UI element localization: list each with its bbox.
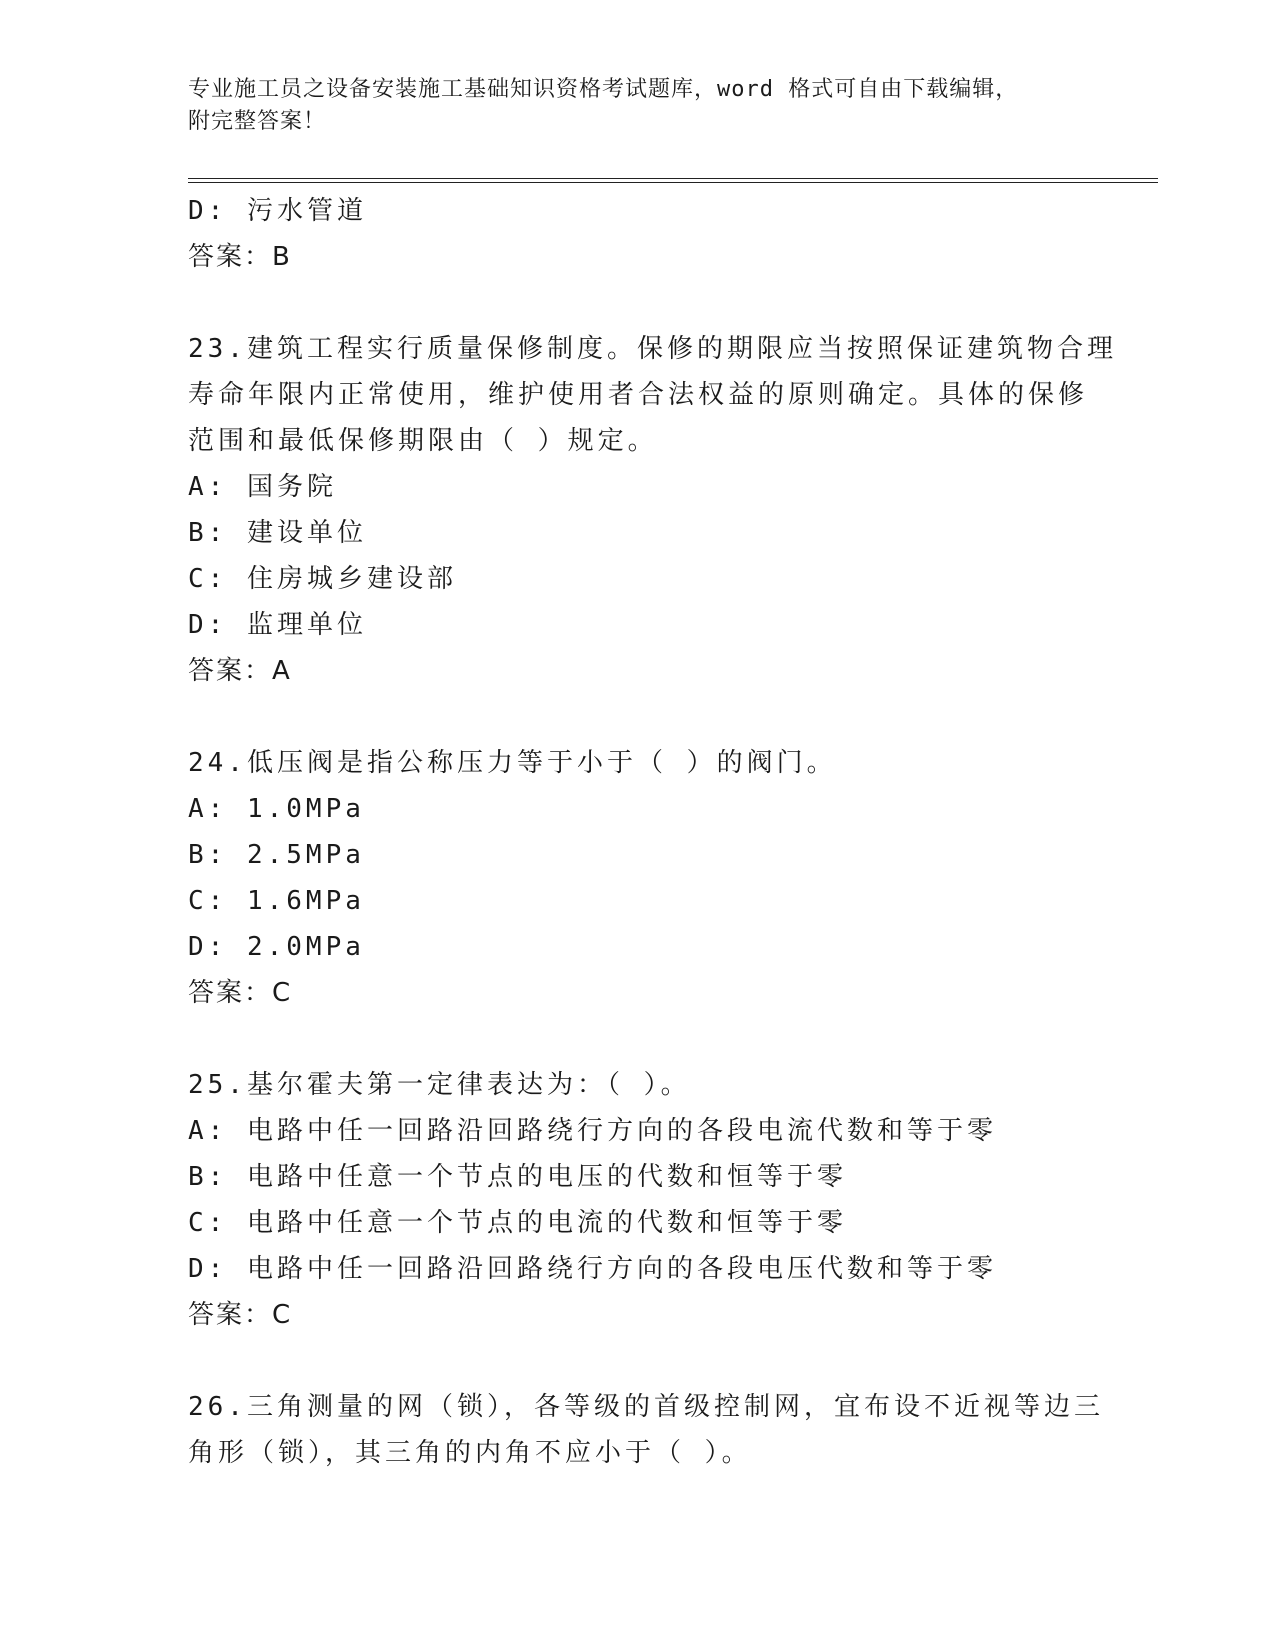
option-d: D: 污水管道 bbox=[188, 196, 367, 226]
question-23 bbox=[188, 326, 1158, 694]
option-a: A: 电路中任一回路沿回路绕行方向的各段电流代数和等于零 bbox=[188, 1116, 997, 1146]
option-b: B: 建设单位 bbox=[188, 518, 367, 548]
option-c: C: 1.6MPa bbox=[188, 886, 365, 916]
answer-line: 答案：C bbox=[188, 1300, 293, 1330]
header-divider bbox=[188, 178, 1158, 183]
previous-question-tail bbox=[188, 188, 1158, 280]
option-a: A: 1.0MPa bbox=[188, 794, 365, 824]
question-stem-line: 24.低压阀是指公称压力等于小于（ ）的阀门。 bbox=[188, 748, 837, 778]
header-line-2: 附完整答案！ bbox=[188, 109, 327, 134]
option-b: B: 电路中任意一个节点的电压的代数和恒等于零 bbox=[188, 1162, 847, 1192]
question-stem-line: 寿命年限内正常使用，维护使用者合法权益的原则确定。具体的保修 bbox=[188, 380, 1089, 410]
question-stem-line: 26.三角测量的网（锁），各等级的首级控制网，宜布设不近视等边三 bbox=[188, 1392, 1104, 1422]
option-d: D: 2.0MPa bbox=[188, 932, 365, 962]
question-stem-line: 25.基尔霍夫第一定律表达为：（ ）。 bbox=[188, 1070, 691, 1100]
option-d: D: 电路中任一回路沿回路绕行方向的各段电压代数和等于零 bbox=[188, 1254, 997, 1284]
question-stem-line: 范围和最低保修期限由（ ）规定。 bbox=[188, 426, 658, 456]
page-header bbox=[188, 74, 1118, 138]
document-page bbox=[188, 0, 1158, 1650]
option-b: B: 2.5MPa bbox=[188, 840, 365, 870]
answer-line: 答案：A bbox=[188, 656, 292, 686]
option-a: A: 国务院 bbox=[188, 472, 337, 502]
option-c: C: 电路中任意一个节点的电流的代数和恒等于零 bbox=[188, 1208, 847, 1238]
question-stem-line: 角形（锁），其三角的内角不应小于（ ）。 bbox=[188, 1438, 752, 1468]
option-d: D: 监理单位 bbox=[188, 610, 367, 640]
header-line-1: 专业施工员之设备安装施工基础知识资格考试题库，word 格式可自由下载编辑， bbox=[188, 77, 1019, 102]
answer-line: 答案：C bbox=[188, 978, 293, 1008]
question-25 bbox=[188, 1062, 1158, 1338]
question-24 bbox=[188, 740, 1158, 1016]
option-c: C: 住房城乡建设部 bbox=[188, 564, 457, 594]
question-list bbox=[188, 188, 1158, 1476]
question-26 bbox=[188, 1384, 1158, 1476]
question-stem-line: 23.建筑工程实行质量保修制度。保修的期限应当按照保证建筑物合理 bbox=[188, 334, 1117, 364]
answer-line: 答案：B bbox=[188, 242, 292, 272]
